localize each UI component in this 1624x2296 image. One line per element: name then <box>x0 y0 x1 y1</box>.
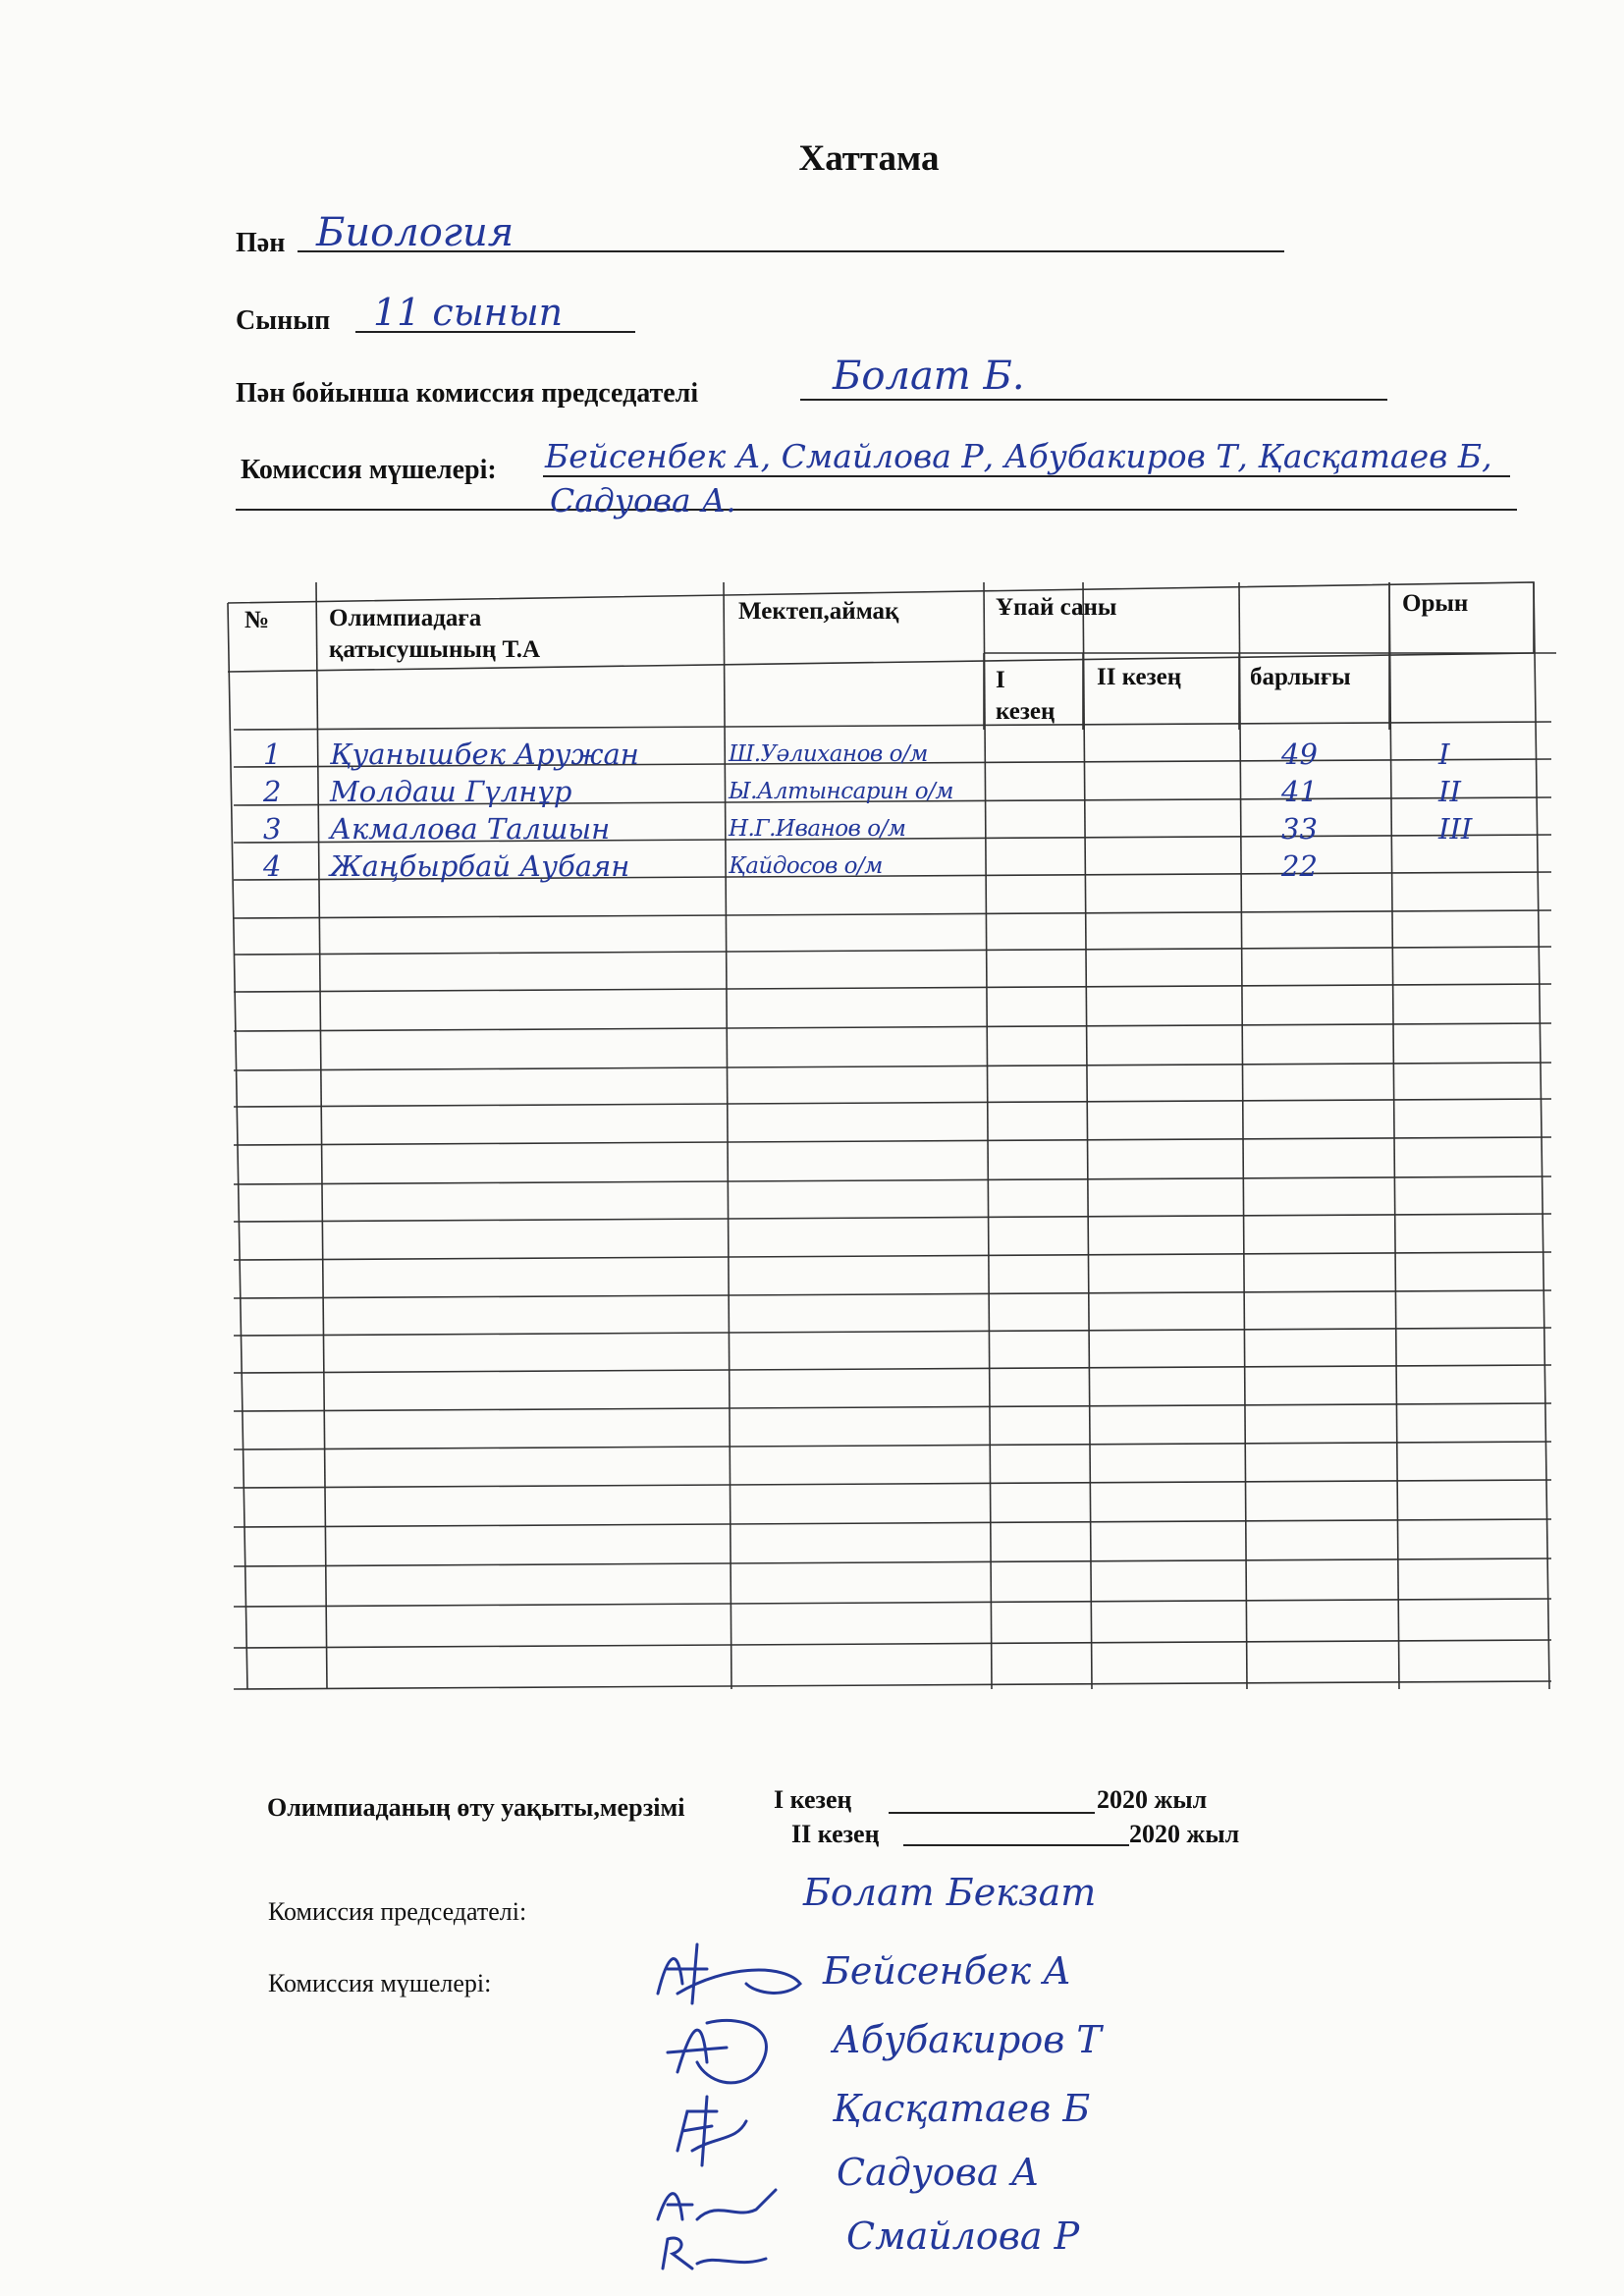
chair-label: Пән бойынша комиссия председателі <box>236 378 699 409</box>
header-participant-line1: Олимпиадаға <box>329 605 482 631</box>
row-school: Ы.Алтынсарин о/м <box>729 779 953 804</box>
row-total: 22 <box>1281 849 1318 883</box>
signature-name-2: Абубакиров Т <box>833 2018 1102 2061</box>
stage1-date-line <box>889 1812 1095 1814</box>
row-place: I <box>1438 738 1450 771</box>
stage1-year: 2020 жыл <box>1097 1785 1208 1814</box>
chair-value: Болат Б. <box>833 354 1025 399</box>
header-score: Ұпай саны <box>996 594 1117 621</box>
stage1-label: І кезең <box>774 1785 852 1814</box>
row-participant-name: Жаңбырбай Аубаян <box>330 849 630 883</box>
subject-label: Пән <box>236 228 286 258</box>
row-school: Қайдосов о/м <box>729 853 883 879</box>
members-value-line1: Бейсенбек А, Смайлова Р, Абубакиров Т, Қасқатаев Б, <box>545 437 1492 475</box>
header-total: барлығы <box>1250 664 1351 690</box>
stage2-label: ІІ кезең <box>791 1820 880 1848</box>
subject-value: Биология <box>316 210 514 255</box>
footer-members-label: Комиссия мүшелері: <box>268 1969 492 1997</box>
members-label: Комиссия мүшелері: <box>241 455 497 485</box>
members-value-line2: Садуова А. <box>550 481 736 519</box>
row-place: II <box>1438 775 1461 808</box>
row-school: Н.Г.Иванов о/м <box>729 816 906 842</box>
row-number: 1 <box>263 738 282 771</box>
header-place: Орын <box>1402 590 1469 617</box>
row-school: Ш.Уәлиханов о/м <box>729 741 928 767</box>
row-number: 2 <box>263 775 282 808</box>
page-title: Хаттама <box>798 138 940 179</box>
signature-name-4: Садуова А <box>837 2151 1040 2194</box>
chair-signature-name: Болат Бекзат <box>803 1871 1097 1914</box>
stage2-date-line <box>903 1844 1129 1846</box>
row-number: 3 <box>263 812 282 846</box>
row-participant-name: Акмалова Талшын <box>330 812 611 846</box>
row-participant-name: Молдаш Гүлнұр <box>330 775 572 808</box>
row-place: III <box>1438 812 1473 846</box>
row-participant-name: Қуанышбек Аружан <box>330 738 639 771</box>
header-stage1-line1: І <box>996 667 1005 693</box>
row-number: 4 <box>263 849 282 883</box>
grade-value: 11 сынып <box>373 291 564 334</box>
header-number: № <box>244 607 270 633</box>
signature-name-1: Бейсенбек А <box>823 1949 1071 1993</box>
signature-name-3: Қасқатаев Б <box>833 2087 1091 2130</box>
signature-name-5: Смайлова Р <box>846 2214 1080 2258</box>
row-total: 33 <box>1281 812 1318 846</box>
period-label: Олимпиаданың өту уақыты,мерзімі <box>267 1793 685 1822</box>
header-participant-line2: қатысушының Т.А <box>329 636 541 663</box>
row-total: 41 <box>1281 775 1318 808</box>
header-stage1-line2: кезең <box>996 698 1056 725</box>
grade-label: Сынып <box>236 305 331 336</box>
header-stage2: ІІ кезең <box>1097 664 1182 690</box>
stage2-year: 2020 жыл <box>1129 1820 1240 1848</box>
member-signatures-scribbles <box>638 1925 844 2278</box>
header-school: Мектеп,аймақ <box>738 598 899 625</box>
row-total: 49 <box>1281 738 1318 771</box>
footer-chair-label: Комиссия председателі: <box>268 1897 527 1926</box>
